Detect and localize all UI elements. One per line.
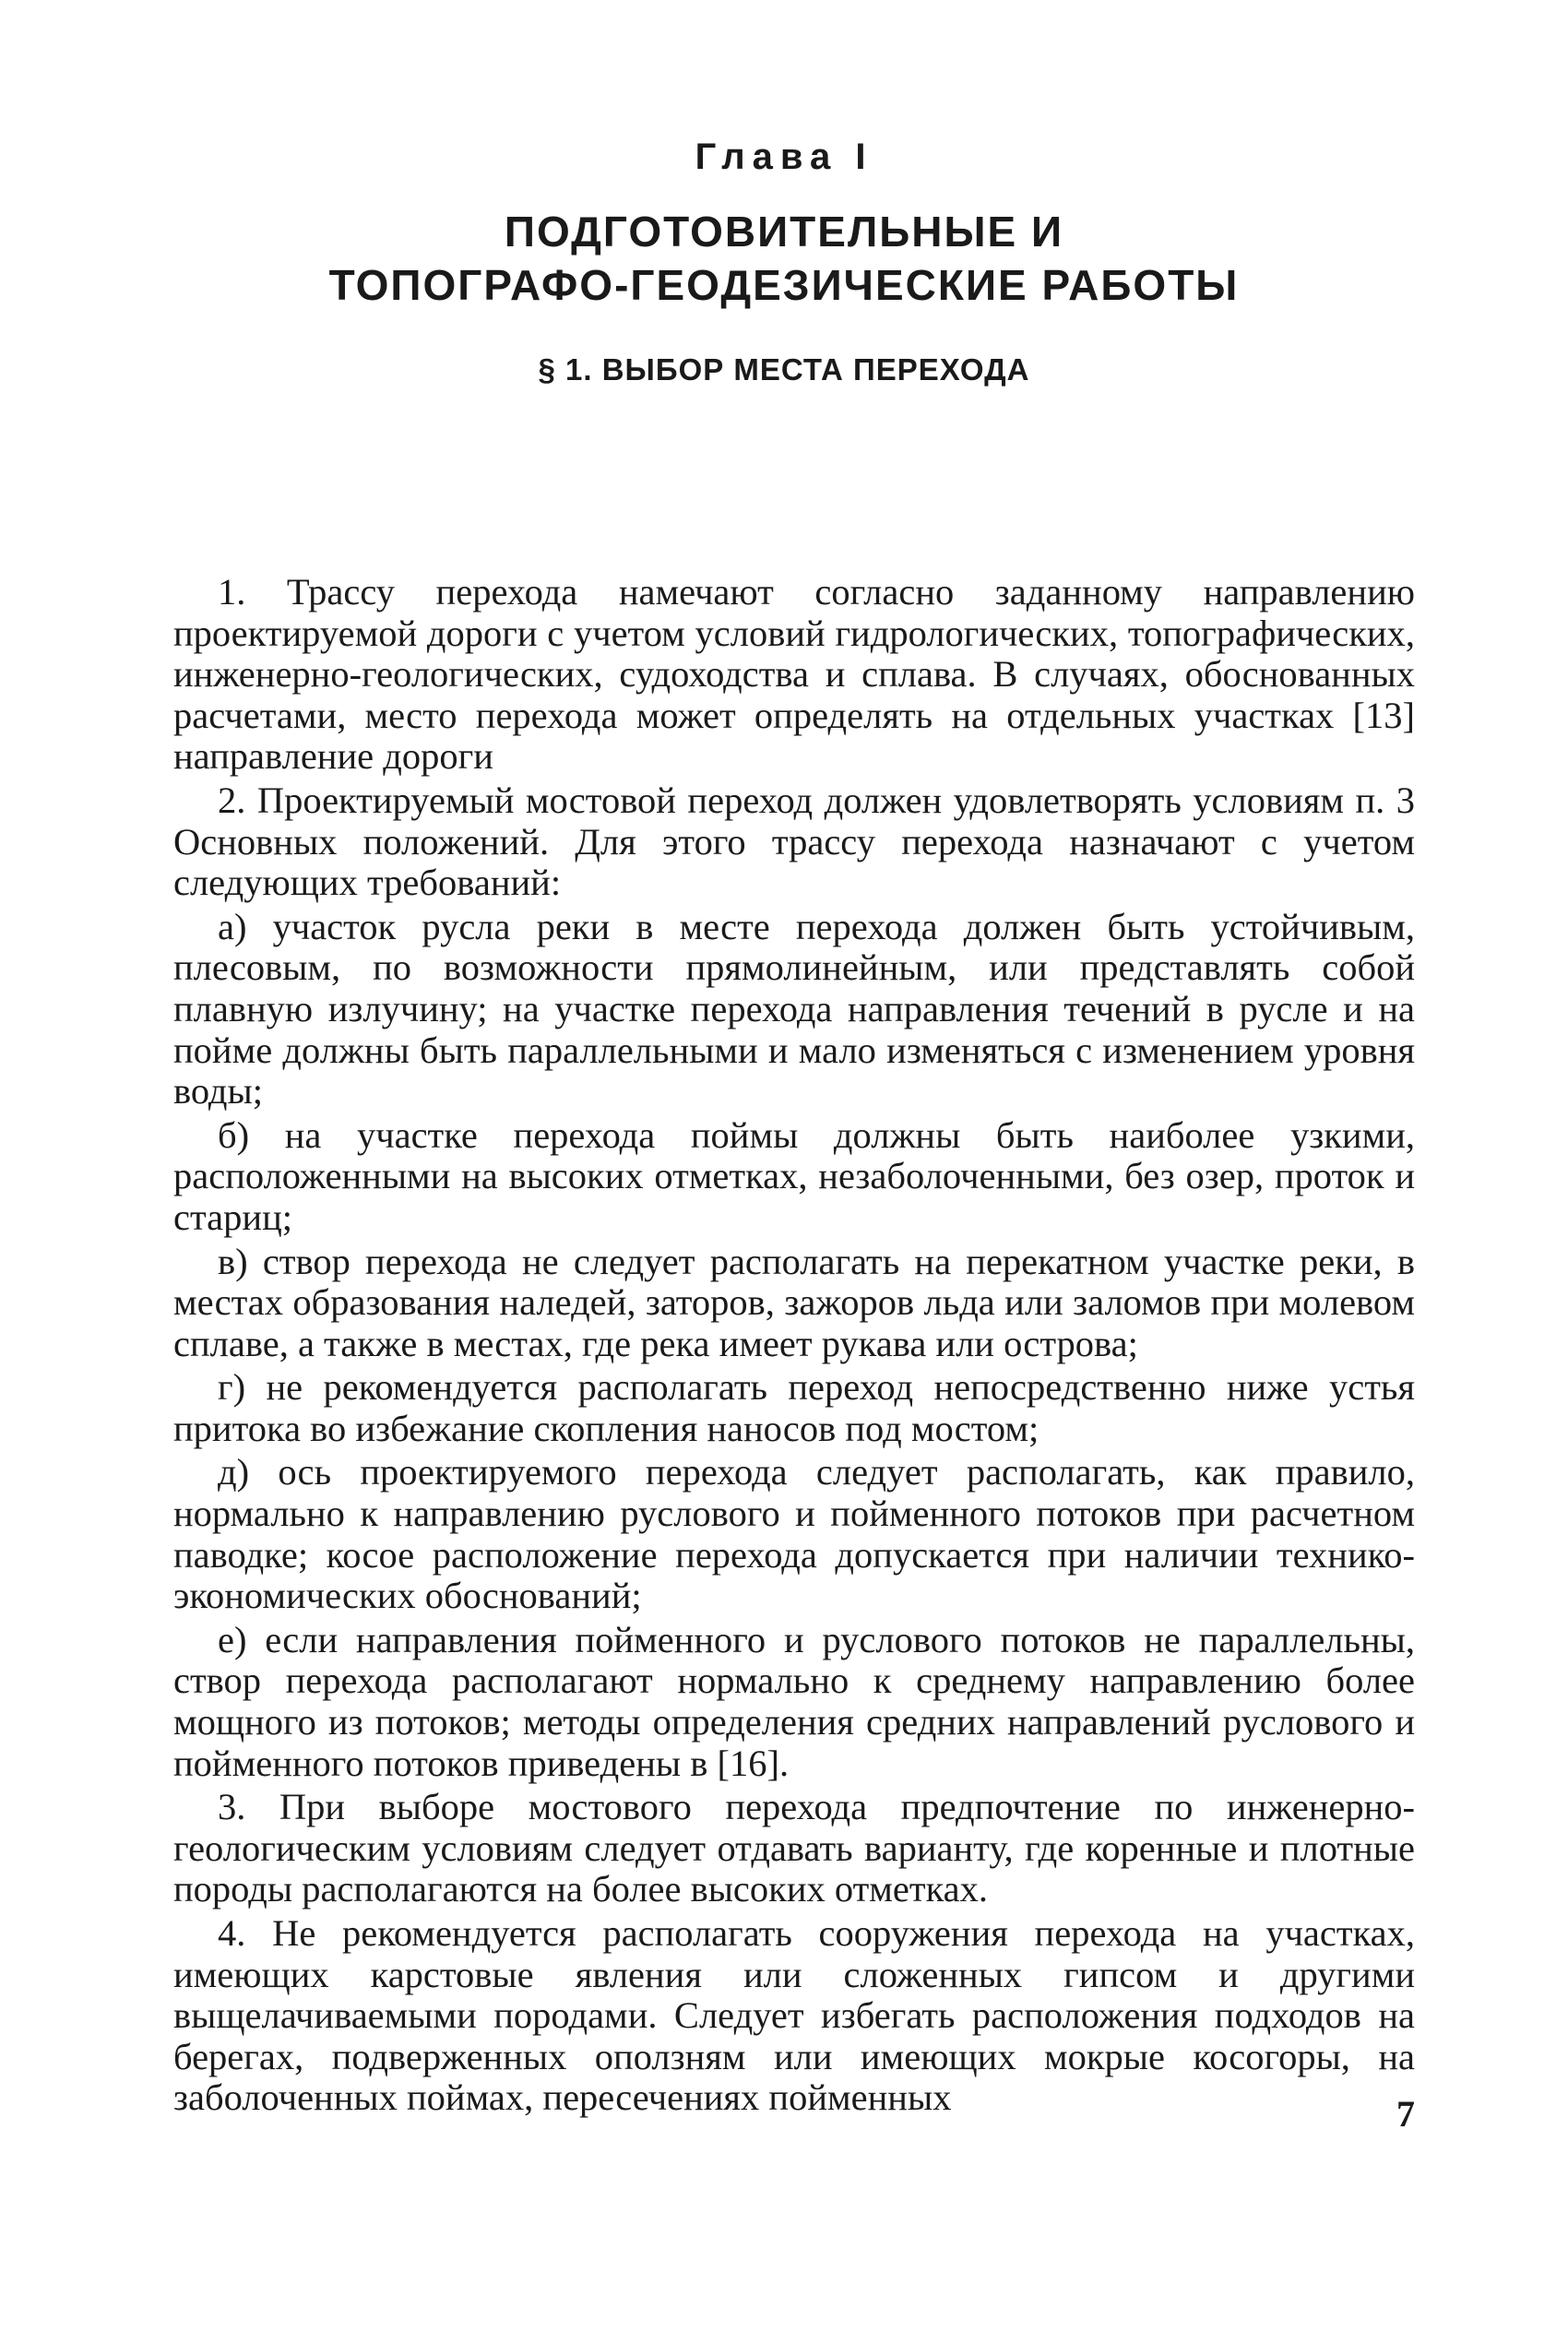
paragraph-4: 4. Не рекомендуется располагать сооружения перехода на участках, имеющих карстовые явления или сложенных гипсом и другими выщелачиваемыми породами. Следует избегать расположения подходов на берегах, подверженных оползням или имеющих мокрые косогоры, на заболоченных поймах, пересечениях пойменных: [173, 1912, 1415, 2119]
page-number: 7: [1396, 2093, 1415, 2135]
paragraph-1: 1. Трассу перехода намечают согласно заданному направлению проектируемой дороги с учетом условий гидрологических, топографических, инженерно-геологических, судоходства и сплава. В случаях, обоснованных расчетами, место перехода может определять на отдельных участках [13] направление дороги: [173, 571, 1415, 778]
paragraph-3: 3. При выборе мостового перехода предпочтение по инженерно-геологическим условиям следует отдавать варианту, где коренные и плотные породы располагаются на более высоких отметках.: [173, 1786, 1415, 1910]
paragraph-2g: г) не рекомендуется располагать переход непосредственно ниже устья притока во избежание скопления наносов под мостом;: [173, 1366, 1415, 1449]
chapter-label: Глава I: [695, 137, 873, 177]
paragraph-2d: д) ось проектируемого перехода следует располагать, как правило, нормально к направлению руслового и пойменного потоков при расчетном паводке; косое расположение перехода допускается при наличии технико-экономических обоснований;: [173, 1451, 1415, 1617]
paragraph-2a: а) участок русла реки в месте перехода должен быть устойчивым, плесовым, по возможности прямолинейным, или представлять собой плавную излучину; на участке перехода направления течений в русле и на пойме должны быть параллельными и мало изменяться с изменением уровня воды;: [173, 905, 1415, 1112]
paragraph-2: 2. Проектируемый мостовой переход должен удовлетворять условиям п. 3 Основных положений. Для этого трассу перехода назначают с учетом следующих требований:: [173, 779, 1415, 904]
section-title: § 1. ВЫБОР МЕСТА ПЕРЕХОДА: [538, 352, 1030, 387]
chapter-title-line-1: ПОДГОТОВИТЕЛЬНЫЕ И: [504, 208, 1064, 256]
paragraph-2v: в) створ перехода не следует располагать на перекатном участке реки, в местах образования наледей, заторов, зажоров льда или заломов при молевом сплаве, а также в местах, где река имеет рукава или острова;: [173, 1240, 1415, 1364]
body-text: [173, 572, 1415, 2122]
chapter-title-line-2: ТОПОГРАФО-ГЕОДЕЗИЧЕСКИЕ РАБОТЫ: [328, 261, 1240, 309]
paragraph-2e: е) если направления пойменного и руслового потоков не параллельны, створ перехода располагают нормально к среднему направлению более мощного из потоков; методы определения средних направлений руслового и пойменного потоков приведены в [16].: [173, 1618, 1415, 1784]
paragraph-2b: б) на участке перехода поймы должны быть наиболее узкими, расположенными на высоких отметках, незаболоченными, без озер, проток и стариц;: [173, 1113, 1415, 1238]
chapter-title: [0, 205, 1568, 312]
